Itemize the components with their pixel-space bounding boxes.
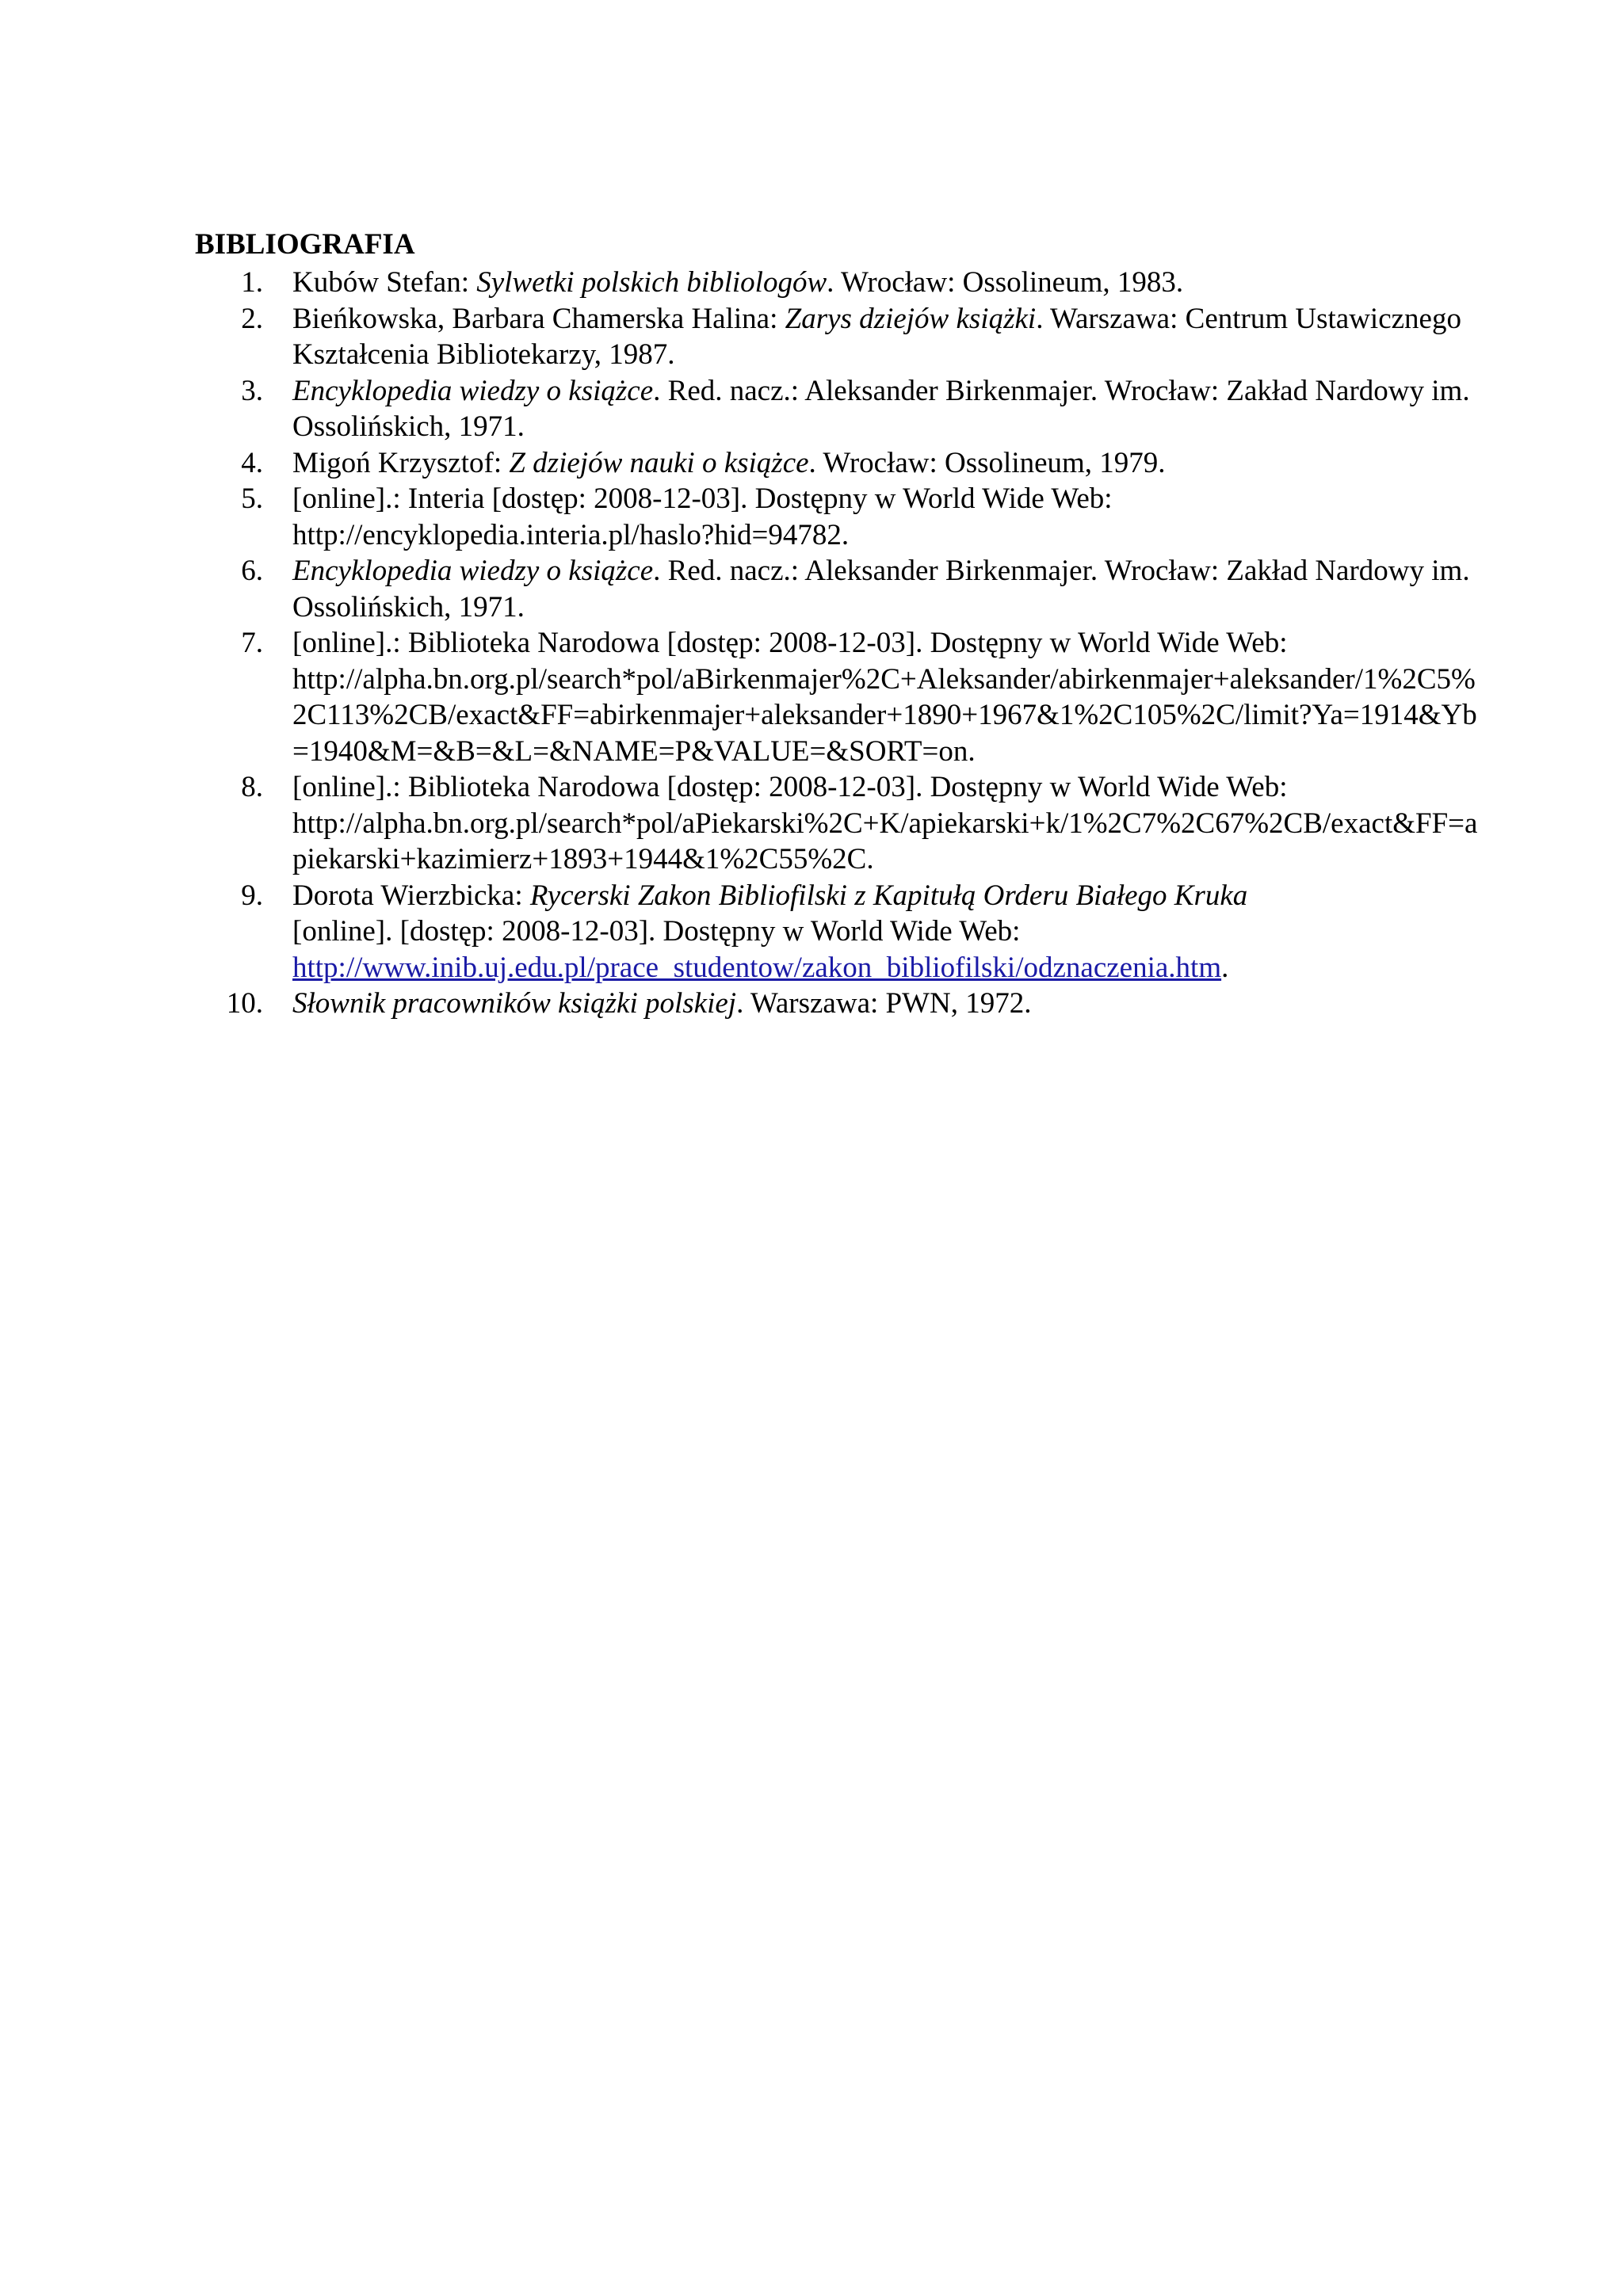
entry-source: [online].: Interia [dostęp: 2008-12-03]. Dostępny w World Wide Web: [292, 482, 1113, 515]
entry-publication: . Wrocław: Ossolineum, 1979. [808, 446, 1166, 479]
bibliography-entry-2 [195, 301, 1479, 373]
bibliography-entry-3 [195, 373, 1479, 445]
bibliography-entry-1 [195, 265, 1479, 301]
bibliography-entry-6 [195, 553, 1479, 625]
entry-number: 6. [241, 555, 263, 587]
entry-url: http://alpha.bn.org.pl/search*pol/aPiekarski%2C+K/apiekarski+k/1%2C7%2C67%2CB/exact&FF=apiekarski+kazimierz+1893+1944&1%2C55%2C. [292, 807, 1478, 875]
bibliography-entry-7 [195, 625, 1479, 769]
entry-title: Encyklopedia wiedzy o książce [292, 555, 654, 587]
bibliography-entry-10 [195, 986, 1479, 1022]
entry-author: Kubów Stefan: [292, 266, 477, 299]
entry-author: Bieńkowska, Barbara Chamerska Halina: [292, 302, 785, 335]
entry-title: Encyklopedia wiedzy o książce [292, 374, 654, 407]
entry-number: 5. [241, 482, 263, 515]
entry-source: [online].: Biblioteka Narodowa [dostęp: 2008-12-03]. Dostępny w World Wide Web: [292, 627, 1288, 659]
entry-url: http://encyklopedia.interia.pl/haslo?hid=94782. [292, 518, 850, 551]
bibliography-entry-8 [195, 769, 1479, 878]
entry-title: Z dziejów nauki o książce [509, 446, 809, 479]
entry-author: Dorota Wierzbicka: [292, 879, 530, 912]
entry-title: Zarys dziejów książki [785, 302, 1037, 335]
bibliography-entry-9 [195, 878, 1479, 986]
entry-publication: [online]. [dostęp: 2008-12-03]. Dostępny w World Wide Web: [292, 915, 1021, 948]
entry-number: 10. [226, 987, 263, 1020]
entry-title: Rycerski Zakon Bibliofilski z Kapitułą Orderu Białego Kruka [529, 879, 1248, 912]
entry-author: Migoń Krzysztof: [292, 446, 510, 479]
entry-publication: . Red. nacz.: Aleksander Birkenmajer. Wrocław: Zakład Nardowy im. Ossolińskich, 1971. [292, 555, 1470, 624]
page-title: BIBLIOGRAFIA [195, 228, 415, 261]
entry-number: 1. [241, 266, 263, 299]
bibliography-list [195, 265, 1479, 1022]
entry-publication: . Wrocław: Ossolineum, 1983. [827, 266, 1184, 299]
bibliography-entry-5 [195, 481, 1479, 553]
entry-title: Słownik pracowników książki polskiej [292, 987, 737, 1020]
entry-url: http://alpha.bn.org.pl/search*pol/aBirkenmajer%2C+Aleksander/abirkenmajer+aleksander/1%2C5%2C113%2CB/exact&FF=abirkenmajer+aleksander+1890+1967&1%2C105%2C/limit?Ya=1914&Yb=1940&M=&B=&L=&NAME=P&VALUE=&SORT=on. [292, 662, 1477, 768]
entry-hyperlink[interactable]: http://www.inib.uj.edu.pl/prace_studentow/zakon_bibliofilski/odznaczenia.htm [292, 951, 1222, 984]
entry-publication: . Red. nacz.: Aleksander Birkenmajer. Wrocław: Zakład Nardowy im. Ossolińskich, 1971. [292, 374, 1470, 443]
entry-title: Sylwetki polskich bibliologów [476, 266, 827, 299]
entry-number: 8. [241, 771, 263, 803]
entry-number: 7. [241, 627, 263, 659]
bibliography-entry-4 [195, 445, 1479, 482]
entry-number: 9. [241, 879, 263, 912]
entry-number: 4. [241, 446, 263, 479]
entry-publication: . Warszawa: Centrum Ustawicznego Kształcenia Bibliotekarzy, 1987. [292, 302, 1461, 371]
entry-number: 2. [241, 302, 263, 335]
entry-link-period: . [1221, 951, 1229, 984]
entry-source: [online].: Biblioteka Narodowa [dostęp: 2008-12-03]. Dostępny w World Wide Web: [292, 771, 1288, 803]
entry-number: 3. [241, 374, 263, 407]
entry-publication: . Warszawa: PWN, 1972. [736, 987, 1032, 1020]
